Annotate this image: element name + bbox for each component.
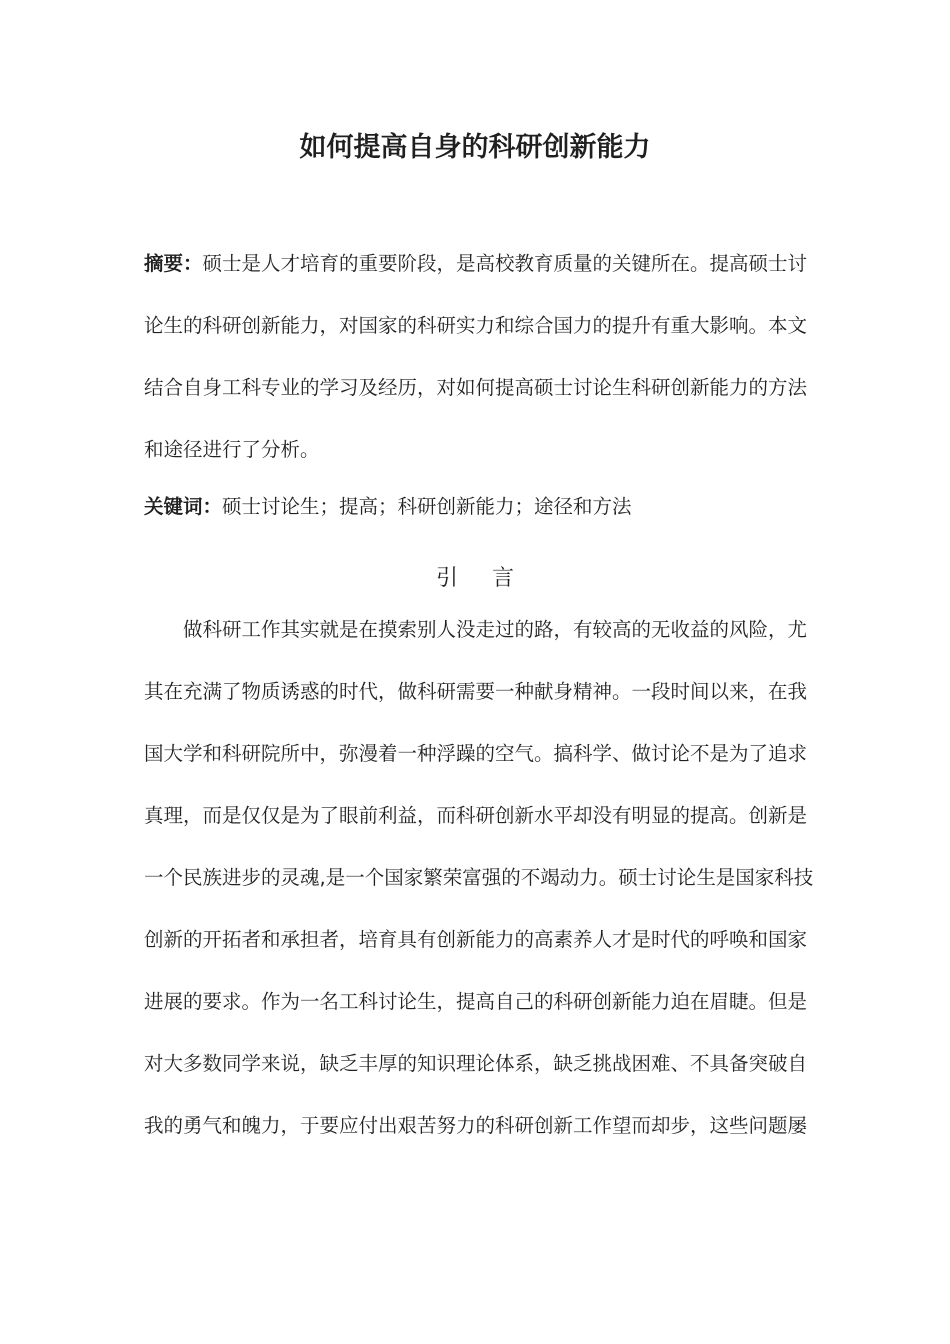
body-line-6: 创新的开拓者和承担者，培育具有创新能力的高素养人才是时代的呼唤和国家 <box>144 928 808 951</box>
abstract-label: 摘要： <box>144 252 203 275</box>
abstract-line-2: 论生的科研创新能力，对国家的科研实力和综合国力的提升有重大影响。本文 <box>144 314 808 337</box>
abstract-line-4: 和途径进行了分析。 <box>144 438 320 461</box>
body-line-7: 进展的要求。作为一名工科讨论生，提高自己的科研创新能力迫在眉睫。但是 <box>144 990 808 1013</box>
section-heading <box>0 562 950 596</box>
keywords-line <box>144 492 804 522</box>
section-heading-char-1: 引 <box>435 566 458 591</box>
keywords-label: 关键词： <box>144 495 223 518</box>
section-heading-char-2: 言 <box>492 566 515 591</box>
body-line-3: 国大学和科研院所中，弥漫着一种浮躁的空气。搞科学、做讨论不是为了追求 <box>144 742 808 765</box>
body-line-5: 一个民族进步的灵魂,是一个国家繁荣富强的不竭动力。硕士讨论生是国家科技 <box>144 866 814 889</box>
body-line-1: 做科研工作其实就是在摸索别人没走过的路，有较高的无收益的风险，尤 <box>183 618 808 641</box>
body-line-9: 我的勇气和魄力，于要应付出艰苦努力的科研创新工作望而却步，这些问题屡 <box>144 1114 808 1137</box>
body-line-8: 对大多数同学来说，缺乏丰厚的知识理论体系，缺乏挑战困难、不具备突破自 <box>144 1052 808 1075</box>
body-line-2: 其在充满了物质诱惑的时代，做科研需要一种献身精神。一段时间以来，在我 <box>144 680 808 703</box>
keywords-text: 硕士讨论生；提高；科研创新能力；途径和方法 <box>222 495 632 518</box>
abstract-text-1: 硕士是人才培育的重要阶段，是高校教育质量的关键所在。提高硕士讨 <box>202 252 808 275</box>
abstract-line-1 <box>144 249 808 279</box>
document-title: 如何提高自身的科研创新能力 <box>299 132 651 163</box>
body-line-4: 真理，而是仅仅是为了眼前利益，而科研创新水平却没有明显的提高。创新是 <box>144 804 808 827</box>
abstract-line-3: 结合自身工科专业的学习及经历，对如何提高硕士讨论生科研创新能力的方法 <box>144 376 808 399</box>
